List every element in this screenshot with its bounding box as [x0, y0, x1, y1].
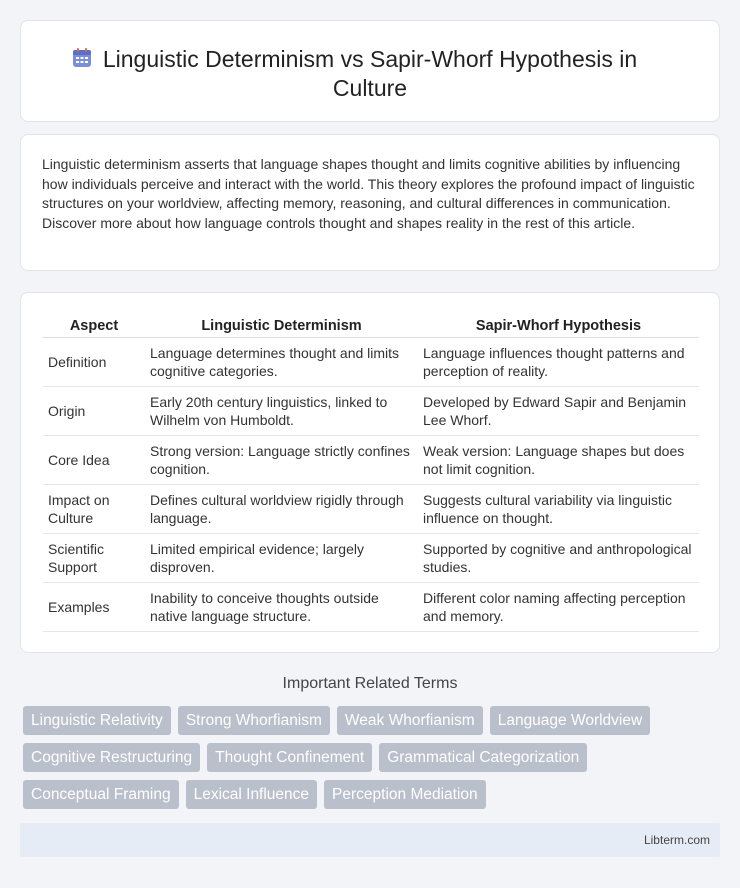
- table-cell: Developed by Edward Sapir and Benjamin Lee Whorf.: [418, 387, 699, 436]
- comparison-table-card: [20, 292, 720, 653]
- table-row: [43, 387, 699, 436]
- table-row: [43, 485, 699, 534]
- table-row: [43, 583, 699, 632]
- related-terms-heading: Important Related Terms: [282, 675, 458, 692]
- table-cell: Suggests cultural variability via linguistic influence on thought.: [418, 485, 699, 534]
- footer: [20, 823, 720, 857]
- intro-paragraph: Linguistic determinism asserts that language shapes thought and limits cognitive abilities by influencing how individuals perceive and interact with the world. This theory explores the profound impact of linguistic structures on your worldview, affecting memory, reasoning, and cultural differences in communication. Discover more about how language controls thought and shapes reality in the rest of this article.: [42, 156, 695, 231]
- table-cell: Core Idea: [43, 436, 145, 485]
- table-cell: Language determines thought and limits cognitive categories.: [145, 338, 418, 387]
- table-row: [43, 338, 699, 387]
- table-cell: Early 20th century linguistics, linked to Wilhelm von Humboldt.: [145, 387, 418, 436]
- table-cell: Impact on Culture: [43, 485, 145, 534]
- related-term-tag[interactable]: Thought Confinement: [207, 743, 372, 772]
- table-header-row: [43, 315, 699, 338]
- table-cell: Strong version: Language strictly confines cognition.: [145, 436, 418, 485]
- footer-brand[interactable]: Libterm.com: [643, 833, 710, 847]
- table-row: [43, 436, 699, 485]
- page-title: Linguistic Determinism vs Sapir-Whorf Hypothesis in Culture: [102, 46, 638, 101]
- related-term-tag[interactable]: Linguistic Relativity: [23, 706, 171, 735]
- related-term-tag[interactable]: Lexical Influence: [186, 780, 317, 809]
- table-cell: Inability to conceive thoughts outside native language structure.: [145, 583, 418, 632]
- related-term-tag[interactable]: Weak Whorfianism: [337, 706, 483, 735]
- table-cell: Weak version: Language shapes but does not limit cognition.: [418, 436, 699, 485]
- related-term-tag[interactable]: Cognitive Restructuring: [23, 743, 200, 772]
- column-header: Sapir-Whorf Hypothesis: [418, 315, 699, 338]
- table-cell: Examples: [43, 583, 145, 632]
- table-cell: Definition: [43, 338, 145, 387]
- comparison-table: [43, 315, 699, 632]
- related-term-tag[interactable]: Conceptual Framing: [23, 780, 179, 809]
- related-term-tag[interactable]: Language Worldview: [490, 706, 650, 735]
- table-row: [43, 534, 699, 583]
- table-cell: Scientific Support: [43, 534, 145, 583]
- table-cell: Defines cultural worldview rigidly through language.: [145, 485, 418, 534]
- related-term-tag[interactable]: Strong Whorfianism: [178, 706, 330, 735]
- intro-card: [20, 134, 720, 271]
- table-cell: Limited empirical evidence; largely disproven.: [145, 534, 418, 583]
- title-card: [20, 20, 720, 122]
- related-terms-list: [23, 706, 723, 817]
- column-header: Aspect: [43, 315, 145, 338]
- table-cell: Origin: [43, 387, 145, 436]
- table-cell: Different color naming affecting perception and memory.: [418, 583, 699, 632]
- related-term-tag[interactable]: Grammatical Categorization: [379, 743, 587, 772]
- related-term-tag[interactable]: Perception Mediation: [324, 780, 486, 809]
- table-cell: Language influences thought patterns and perception of reality.: [418, 338, 699, 387]
- table-cell: Supported by cognitive and anthropological studies.: [418, 534, 699, 583]
- column-header: Linguistic Determinism: [145, 315, 418, 338]
